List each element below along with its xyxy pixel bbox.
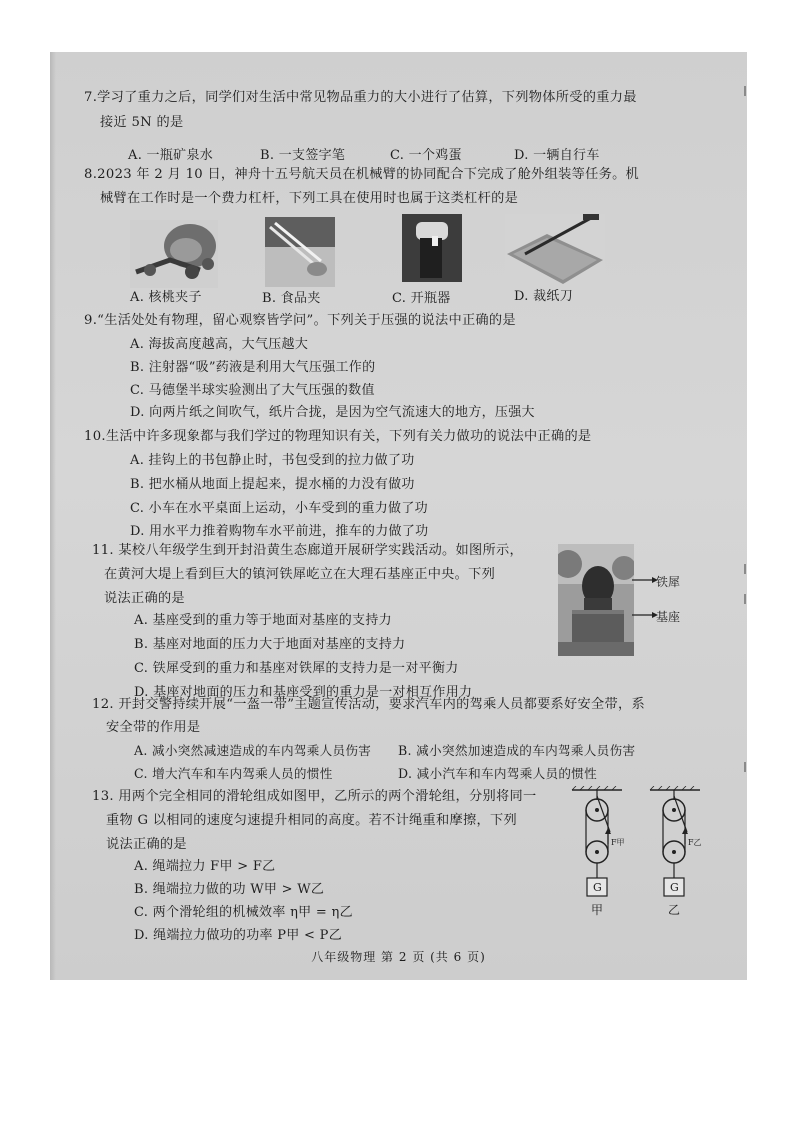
- q10-option-a: A. 挂钩上的书包静止时，书包受到的拉力做了功: [130, 453, 415, 468]
- q10-option-c: C. 小车在水平桌面上运动，小车受到的重力做了功: [130, 501, 428, 516]
- paper-cutter-photo: [505, 214, 605, 286]
- edge-mark: [744, 594, 746, 604]
- q7-option-c: C. 一个鸡蛋: [390, 148, 462, 163]
- q9-option-d: D. 向两片纸之间吹气，纸片合拢，是因为空气流速大的地方，压强大: [130, 405, 535, 420]
- q11-option-a: A. 基座受到的重力等于地面对基座的支持力: [134, 613, 392, 628]
- weight-left-label: G: [593, 881, 602, 894]
- q7-option-d: D. 一辆自行车: [514, 148, 600, 163]
- q9-option-c: C. 马德堡半球实验测出了大气压强的数值: [130, 383, 375, 398]
- figure-yi-label: 乙: [668, 903, 681, 917]
- q11-line2: 在黄河大堤上看到巨大的镇河铁犀屹立在大理石基座正中央。下列: [104, 567, 496, 582]
- q11-option-d: D. 基座对地面的压力和基座受到的重力是一对相互作用力: [134, 685, 473, 700]
- q11-option-b: B. 基座对地面的压力大于地面对基座的支持力: [134, 637, 406, 652]
- q11-line3: 说法正确的是: [104, 591, 185, 606]
- force-left-label: F甲: [611, 838, 625, 847]
- walnut-cracker-photo: [130, 220, 218, 288]
- q8-line2: 械臂在工作时是一个费力杠杆，下列工具在使用时也属于这类杠杆的是: [100, 191, 519, 206]
- q12-option-a: A. 减小突然减速造成的车内驾乘人员伤害: [134, 743, 372, 758]
- q9-line1: 9.“生活处处有物理，留心观察皆学问”。下列关于压强的说法中正确的是: [84, 313, 516, 328]
- q7-line1: 7.学习了重力之后，同学们对生活中常见物品重力的大小进行了估算，下列物体所受的重力最: [84, 90, 637, 105]
- edge-mark: [744, 564, 746, 574]
- figure-jia-label: 甲: [591, 903, 604, 917]
- q7-option-b: B. 一支签字笔: [260, 148, 346, 163]
- base-label: 基座: [656, 610, 681, 624]
- q12-option-c: C. 增大汽车和车内驾乘人员的惯性: [134, 766, 333, 781]
- q8-option-b: B. 食品夹: [262, 291, 321, 306]
- page-footer: 八年级物理 第 2 页 (共 6 页): [311, 950, 486, 964]
- q11-line1: 11. 某校八年级学生到开封沿黄生态廊道开展研学实践活动。如图所示，: [92, 543, 523, 558]
- q10-option-d: D. 用水平力推着购物车水平前进，推车的力做了功: [130, 524, 429, 539]
- q13-line1: 13. 用两个完全相同的滑轮组成如图甲，乙所示的两个滑轮组，分别将同一: [92, 789, 537, 804]
- q13-option-a: A. 绳端拉力 F甲 > F乙: [134, 859, 276, 874]
- q9-option-b: B. 注射器“吸”药液是利用大气压强工作的: [130, 360, 376, 375]
- q12-option-d: D. 减小汽车和车内驾乘人员的惯性: [398, 766, 598, 781]
- q9-option-a: A. 海拔高度越高，大气压越大: [130, 337, 309, 352]
- q13-option-c: C. 两个滑轮组的机械效率 η甲 = η乙: [134, 905, 353, 920]
- edge-mark: [744, 762, 746, 772]
- q10-line1: 10.生活中许多现象都与我们学过的物理知识有关，下列有关力做功的说法中正确的是: [84, 429, 592, 444]
- q11-option-c: C. 铁犀受到的重力和基座对铁犀的支持力是一对平衡力: [134, 661, 459, 676]
- q13-line3: 说法正确的是: [106, 837, 187, 852]
- q7-option-a: A. 一瓶矿泉水: [128, 148, 214, 163]
- force-right-label: F乙: [688, 838, 702, 847]
- q8-option-c: C. 开瓶器: [392, 291, 451, 306]
- q8-line1: 8.2023 年 2 月 10 日，神舟十五号航天员在机械臂的协同配合下完成了舱外组装等任务。机: [84, 167, 640, 182]
- q13-option-b: B. 绳端拉力做的功 W甲 > W乙: [134, 882, 325, 897]
- q12-option-b: B. 减小突然加速造成的车内驾乘人员伤害: [398, 743, 636, 758]
- q10-option-b: B. 把水桶从地面上提起来，提水桶的力没有做功: [130, 477, 415, 492]
- q12-line2: 安全带的作用是: [106, 720, 201, 735]
- iron-rhino-photo: [558, 544, 634, 656]
- weight-right-label: G: [670, 881, 679, 894]
- q13-line2: 重物 G 以相同的速度匀速提升相同的高度。若不计绳重和摩擦，下列: [106, 813, 517, 828]
- q8-option-d: D. 裁纸刀: [514, 289, 574, 304]
- q7-line2: 接近 5N 的是: [100, 115, 184, 130]
- q12-line1: 12. 开封交警持续开展“一盔一带”主题宣传活动，要求汽车内的驾乘人员都要系好安全带，系: [92, 697, 645, 712]
- edge-mark: [744, 86, 746, 96]
- q8-option-a: A. 核桃夹子: [130, 290, 202, 305]
- rhino-label: 铁犀: [656, 575, 681, 589]
- exam-page: [50, 52, 747, 980]
- food-tongs-photo: [265, 217, 335, 287]
- q13-option-d: D. 绳端拉力做功的功率 P甲 < P乙: [134, 928, 343, 943]
- bottle-opener-photo: [402, 214, 462, 282]
